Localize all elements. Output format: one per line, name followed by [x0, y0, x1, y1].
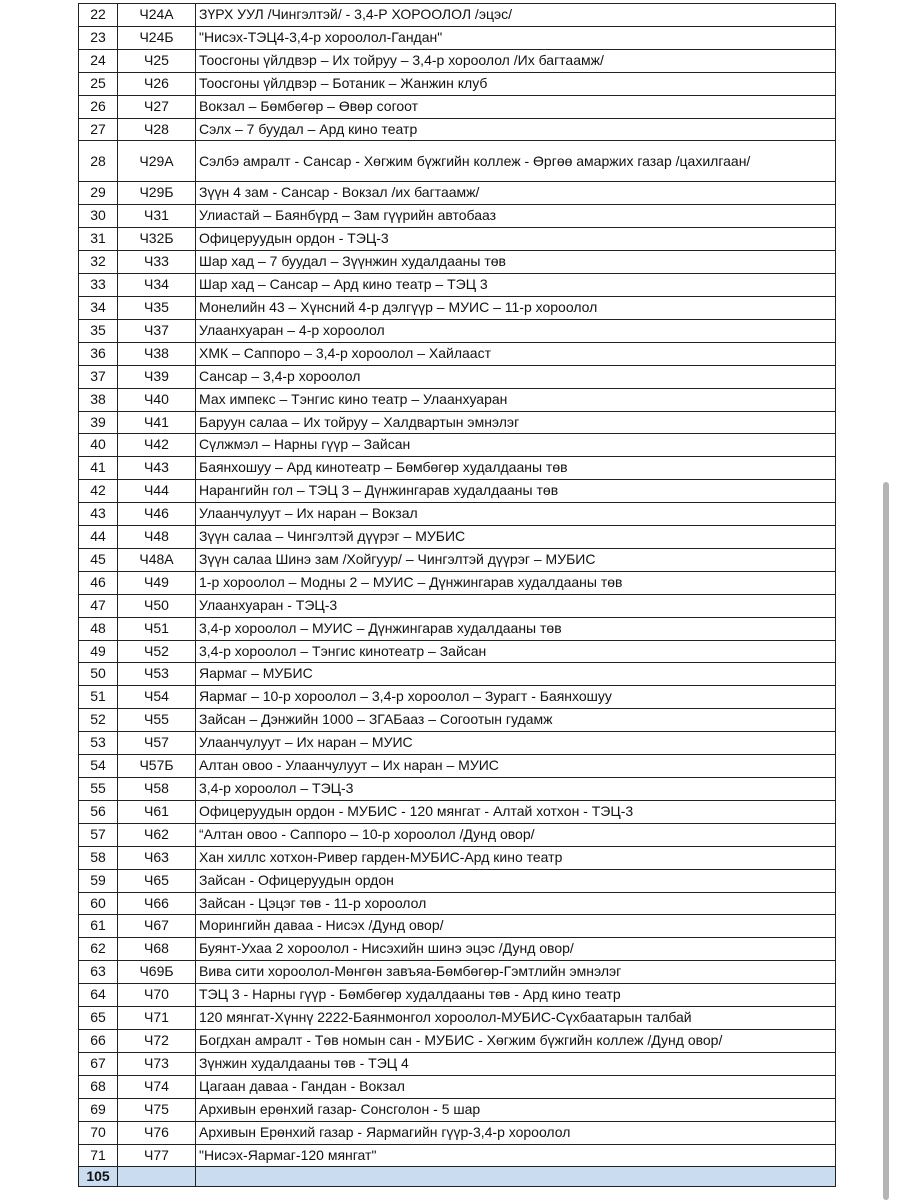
route-code: Ч33: [118, 251, 196, 274]
table-row: [79, 411, 836, 434]
route-description: Буянт-Ухаа 2 хороолол - Нисэхийн шинэ эцэс /Дунд овор/: [196, 938, 836, 961]
row-number: 32: [79, 251, 118, 274]
route-code: Ч58: [118, 778, 196, 801]
table-row: [79, 938, 836, 961]
routes-table-body: [79, 4, 836, 1167]
route-description: Улаанчулуут – Их наран – МУИС: [196, 732, 836, 755]
route-description: Яармаг – МУБИС: [196, 663, 836, 686]
row-number: 30: [79, 205, 118, 228]
route-code: Ч77: [118, 1144, 196, 1167]
route-description: "Нисэх-Яармаг-120 мянгат": [196, 1144, 836, 1167]
route-code: Ч69Б: [118, 961, 196, 984]
route-description: Вокзал – Бөмбөгөр – Өвөр согоот: [196, 95, 836, 118]
route-code: Ч63: [118, 846, 196, 869]
table-row: [79, 1121, 836, 1144]
row-number: 69: [79, 1098, 118, 1121]
route-code: Ч49: [118, 571, 196, 594]
row-number: 45: [79, 548, 118, 571]
row-number: 22: [79, 4, 118, 27]
route-description: Зайсан – Дэнжийн 1000 – ЗГАБааз – Согоотын гудамж: [196, 709, 836, 732]
route-code: Ч24Б: [118, 26, 196, 49]
table-row: [79, 663, 836, 686]
total-row: [79, 1167, 836, 1187]
table-row: [79, 141, 836, 182]
route-description: Тоосгоны үйлдвэр – Ботаник – Жанжин клуб: [196, 72, 836, 95]
table-row: [79, 594, 836, 617]
route-code: Ч29Б: [118, 182, 196, 205]
route-code: Ч62: [118, 823, 196, 846]
route-code: Ч51: [118, 617, 196, 640]
table-row: [79, 274, 836, 297]
route-code: Ч34: [118, 274, 196, 297]
route-code: Ч66: [118, 892, 196, 915]
route-code: Ч54: [118, 686, 196, 709]
row-number: 33: [79, 274, 118, 297]
route-description: Монелийн 43 – Хүнсний 4-р дэлгүүр – МУИС – 11-р хороолол: [196, 296, 836, 319]
route-code: Ч29А: [118, 141, 196, 182]
table-row: [79, 778, 836, 801]
row-number: 63: [79, 961, 118, 984]
route-code: Ч38: [118, 342, 196, 365]
route-code: Ч39: [118, 365, 196, 388]
row-number: 23: [79, 26, 118, 49]
row-number: 67: [79, 1052, 118, 1075]
route-code: Ч48: [118, 526, 196, 549]
route-description: 1-р хороолол – Модны 2 – МУИС – Дүнжингарав худалдааны төв: [196, 571, 836, 594]
table-row: [79, 205, 836, 228]
route-description: 120 мянгат-Хүннү 2222-Баянмонгол хороолол-МУБИС-Сүхбаатарын талбай: [196, 1007, 836, 1030]
total-count: 105: [79, 1167, 118, 1187]
route-description: Сэлбэ амралт - Сансар - Хөгжим бүжгийн коллеж - Өргөө амаржих газар /цахилгаан/: [196, 141, 836, 182]
table-row: [79, 251, 836, 274]
table-row: [79, 984, 836, 1007]
route-description: Улаанхуаран – 4-р хороолол: [196, 319, 836, 342]
route-description: Нарангийн гол – ТЭЦ 3 – Дүнжингарав худалдааны төв: [196, 480, 836, 503]
row-number: 25: [79, 72, 118, 95]
total-empty-cell: [118, 1167, 196, 1187]
row-number: 59: [79, 869, 118, 892]
route-code: Ч73: [118, 1052, 196, 1075]
table-row: [79, 732, 836, 755]
table-row: [79, 1029, 836, 1052]
row-number: 26: [79, 95, 118, 118]
route-description: Тоосгоны үйлдвэр – Их тойруу – 3,4-р хороолол /Их багтаамж/: [196, 49, 836, 72]
table-row: [79, 617, 836, 640]
table-row: [79, 640, 836, 663]
row-number: 64: [79, 984, 118, 1007]
table-row: [79, 846, 836, 869]
row-number: 39: [79, 411, 118, 434]
row-number: 41: [79, 457, 118, 480]
table-row: [79, 755, 836, 778]
route-code: Ч61: [118, 800, 196, 823]
route-code: Ч57: [118, 732, 196, 755]
route-code: Ч67: [118, 915, 196, 938]
table-row: [79, 118, 836, 141]
row-number: 71: [79, 1144, 118, 1167]
row-number: 42: [79, 480, 118, 503]
route-description: 3,4-р хороолол – ТЭЦ-3: [196, 778, 836, 801]
route-description: Зүүн 4 зам - Сансар - Вокзал /их багтаамж/: [196, 182, 836, 205]
route-description: Улаанхуаран - ТЭЦ-3: [196, 594, 836, 617]
row-number: 40: [79, 434, 118, 457]
table-row: [79, 823, 836, 846]
row-number: 38: [79, 388, 118, 411]
table-row: [79, 892, 836, 915]
route-code: Ч26: [118, 72, 196, 95]
table-row: [79, 1007, 836, 1030]
route-code: Ч44: [118, 480, 196, 503]
table-row: [79, 1098, 836, 1121]
row-number: 48: [79, 617, 118, 640]
row-number: 54: [79, 755, 118, 778]
route-description: Морингийн даваа - Нисэх /Дунд овор/: [196, 915, 836, 938]
route-description: 3,4-р хороолол – Тэнгис кинотеатр – Зайсан: [196, 640, 836, 663]
row-number: 46: [79, 571, 118, 594]
route-code: Ч31: [118, 205, 196, 228]
route-description: Офицеруудын ордон - ТЭЦ-3: [196, 228, 836, 251]
table-row: [79, 182, 836, 205]
table-row: [79, 228, 836, 251]
row-number: 62: [79, 938, 118, 961]
route-description: Шар хад – 7 буудал – Зүүнжин худалдааны төв: [196, 251, 836, 274]
document-page: [78, 3, 836, 1187]
route-description: Баруун салаа – Их тойруу – Халдвартын эмнэлэг: [196, 411, 836, 434]
route-description: Зүнжин худалдааны төв - ТЭЦ 4: [196, 1052, 836, 1075]
total-empty-cell: [196, 1167, 836, 1187]
table-row: [79, 1144, 836, 1167]
table-row: [79, 571, 836, 594]
route-description: ТЭЦ 3 - Нарны гүүр - Бөмбөгөр худалдааны төв - Ард кино театр: [196, 984, 836, 1007]
row-number: 56: [79, 800, 118, 823]
route-code: Ч41: [118, 411, 196, 434]
route-code: Ч72: [118, 1029, 196, 1052]
table-row: [79, 961, 836, 984]
table-row: [79, 4, 836, 27]
table-row: [79, 434, 836, 457]
route-description: Сүлжмэл – Нарны гүүр – Зайсан: [196, 434, 836, 457]
table-row: [79, 365, 836, 388]
route-description: Зүүн салаа Шинэ зам /Хойгуур/ – Чингэлтэй дүүрэг – МУБИС: [196, 548, 836, 571]
table-row: [79, 800, 836, 823]
row-number: 28: [79, 141, 118, 182]
table-row: [79, 526, 836, 549]
route-description: ЗҮРХ УУЛ /Чингэлтэй/ - 3,4-Р ХОРООЛОЛ /эцэс/: [196, 4, 836, 27]
table-row: [79, 72, 836, 95]
route-code: Ч35: [118, 296, 196, 319]
route-description: Улаанчулуут – Их наран – Вокзал: [196, 503, 836, 526]
table-row: [79, 709, 836, 732]
row-number: 34: [79, 296, 118, 319]
table-row: [79, 95, 836, 118]
row-number: 37: [79, 365, 118, 388]
row-number: 51: [79, 686, 118, 709]
table-row: [79, 503, 836, 526]
table-row: [79, 480, 836, 503]
table-row: [79, 1075, 836, 1098]
route-code: Ч74: [118, 1075, 196, 1098]
route-code: Ч53: [118, 663, 196, 686]
route-description: Шар хад – Сансар – Ард кино театр – ТЭЦ 3: [196, 274, 836, 297]
route-description: “Алтан овоо - Саппоро – 10-р хороолол /Дунд овор/: [196, 823, 836, 846]
route-description: Архивын ерөнхий газар- Сонсголон - 5 шар: [196, 1098, 836, 1121]
route-code: Ч50: [118, 594, 196, 617]
row-number: 57: [79, 823, 118, 846]
row-number: 52: [79, 709, 118, 732]
route-code: Ч65: [118, 869, 196, 892]
route-description: Баянхошуу – Ард кинотеатр – Бөмбөгөр худалдааны төв: [196, 457, 836, 480]
row-number: 65: [79, 1007, 118, 1030]
route-code: Ч28: [118, 118, 196, 141]
row-number: 55: [79, 778, 118, 801]
route-description: "Нисэх-ТЭЦ4-3,4-р хороолол-Гандан": [196, 26, 836, 49]
row-number: 31: [79, 228, 118, 251]
vertical-scrollbar[interactable]: [883, 482, 889, 1200]
route-description: Хан хиллс хотхон-Ривер гарден-МУБИС-Ард кино театр: [196, 846, 836, 869]
route-code: Ч55: [118, 709, 196, 732]
route-code: Ч43: [118, 457, 196, 480]
table-row: [79, 915, 836, 938]
row-number: 36: [79, 342, 118, 365]
route-code: Ч70: [118, 984, 196, 1007]
route-description: Офицеруудын ордон - МУБИС - 120 мянгат - Алтай хотхон - ТЭЦ-3: [196, 800, 836, 823]
table-row: [79, 296, 836, 319]
route-code: Ч32Б: [118, 228, 196, 251]
route-code: Ч37: [118, 319, 196, 342]
route-description: Улиастай – Баянбүрд – Зам гүүрийн автобааз: [196, 205, 836, 228]
table-row: [79, 319, 836, 342]
route-code: Ч25: [118, 49, 196, 72]
route-description: Зүүн салаа – Чингэлтэй дүүрэг – МУБИС: [196, 526, 836, 549]
route-description: Вива сити хороолол-Мөнгөн завъяа-Бөмбөгөр-Гэмтлийн эмнэлэг: [196, 961, 836, 984]
route-code: Ч57Б: [118, 755, 196, 778]
route-description: Алтан овоо - Улаанчулуут – Их наран – МУИС: [196, 755, 836, 778]
route-description: Яармаг – 10-р хороолол – 3,4-р хороолол – Зурагт - Баянхошуу: [196, 686, 836, 709]
route-description: Сансар – 3,4-р хороолол: [196, 365, 836, 388]
table-row: [79, 686, 836, 709]
row-number: 44: [79, 526, 118, 549]
route-description: Архивын Ерөнхий газар - Яармагийн гүүр-3,4-р хороолол: [196, 1121, 836, 1144]
row-number: 60: [79, 892, 118, 915]
row-number: 47: [79, 594, 118, 617]
route-description: Зайсан - Офицеруудын ордон: [196, 869, 836, 892]
table-row: [79, 1052, 836, 1075]
row-number: 53: [79, 732, 118, 755]
route-description: ХМК – Саппоро – 3,4-р хороолол – Хайлааст: [196, 342, 836, 365]
route-code: Ч76: [118, 1121, 196, 1144]
route-code: Ч71: [118, 1007, 196, 1030]
table-row: [79, 388, 836, 411]
row-number: 58: [79, 846, 118, 869]
row-number: 24: [79, 49, 118, 72]
route-code: Ч42: [118, 434, 196, 457]
table-row: [79, 26, 836, 49]
route-code: Ч75: [118, 1098, 196, 1121]
route-description: Сэлх – 7 буудал – Ард кино театр: [196, 118, 836, 141]
route-code: Ч46: [118, 503, 196, 526]
row-number: 50: [79, 663, 118, 686]
row-number: 49: [79, 640, 118, 663]
route-code: Ч68: [118, 938, 196, 961]
route-code: Ч40: [118, 388, 196, 411]
table-row: [79, 548, 836, 571]
route-description: Зайсан - Цэцэг төв - 11-р хороолол: [196, 892, 836, 915]
route-code: Ч24А: [118, 4, 196, 27]
route-code: Ч27: [118, 95, 196, 118]
row-number: 35: [79, 319, 118, 342]
bus-routes-table: [78, 3, 836, 1187]
route-description: Цагаан даваа - Гандан - Вокзал: [196, 1075, 836, 1098]
row-number: 43: [79, 503, 118, 526]
table-row: [79, 342, 836, 365]
row-number: 27: [79, 118, 118, 141]
row-number: 61: [79, 915, 118, 938]
row-number: 70: [79, 1121, 118, 1144]
row-number: 29: [79, 182, 118, 205]
route-code: Ч52: [118, 640, 196, 663]
route-description: 3,4-р хороолол – МУИС – Дүнжингарав худалдааны төв: [196, 617, 836, 640]
row-number: 66: [79, 1029, 118, 1052]
route-description: Мах импекс – Тэнгис кино театр – Улаанхуаран: [196, 388, 836, 411]
route-description: Богдхан амралт - Төв номын сан - МУБИС - Хөгжим бүжгийн коллеж /Дунд овор/: [196, 1029, 836, 1052]
route-code: Ч48А: [118, 548, 196, 571]
table-row: [79, 869, 836, 892]
table-row: [79, 49, 836, 72]
table-row: [79, 457, 836, 480]
row-number: 68: [79, 1075, 118, 1098]
